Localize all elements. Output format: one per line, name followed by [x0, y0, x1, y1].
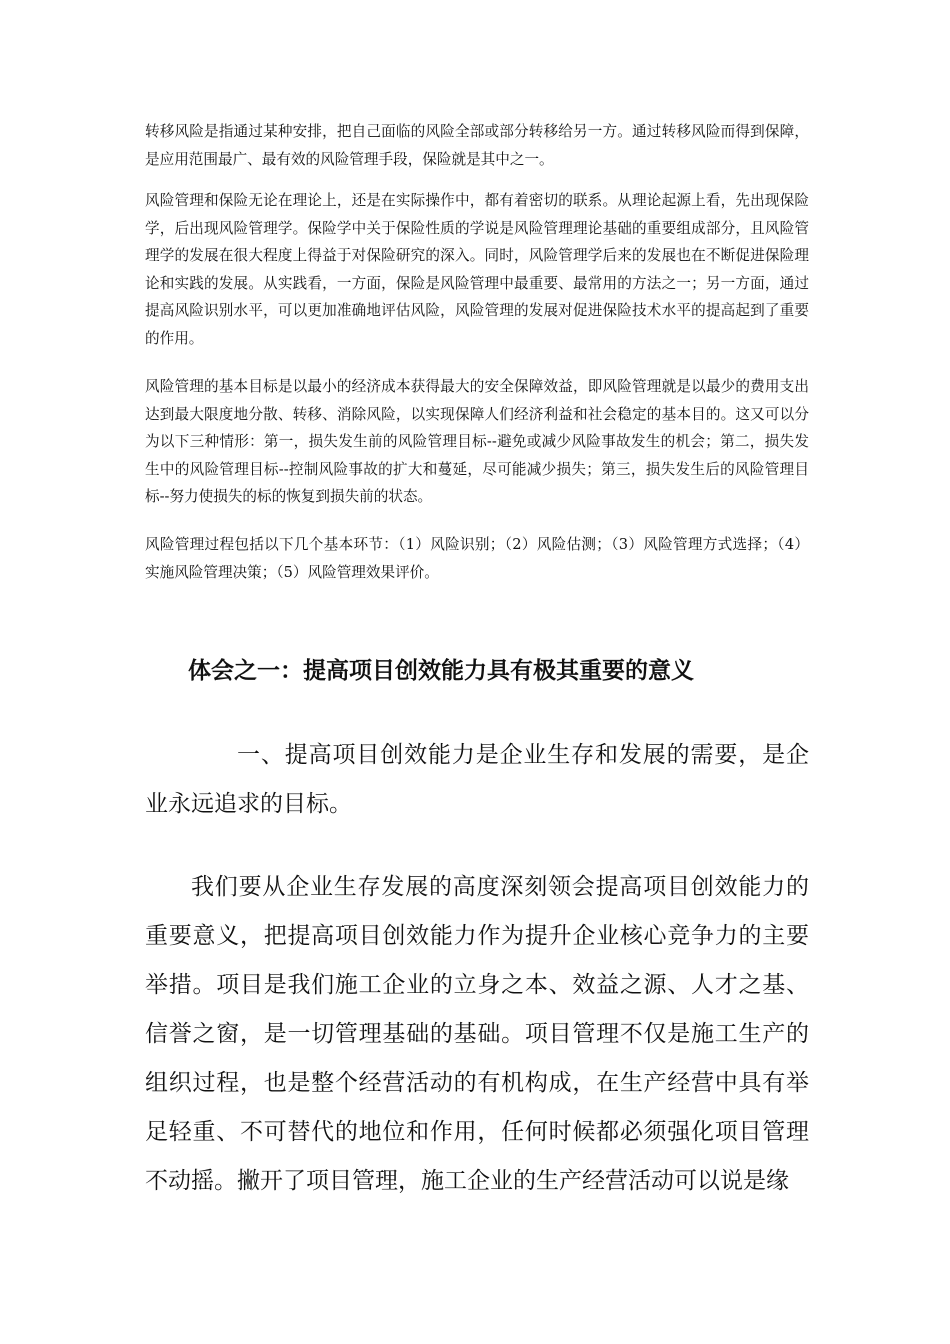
paragraph-risk-process: 风险管理过程包括以下几个基本环节：（1）风险识别；（2）风险估测；（3）风险管理方式选择；（4）实施风险管理决策；（5）风险管理效果评价。 [145, 536, 809, 581]
paragraph-risk-transfer: 转移风险是指通过某种安排，把自己面临的风险全部或部分转移给另一方。通过转移风险而得到保障，是应用范围最广、最有效的风险管理手段，保险就是其中之一。 [145, 123, 809, 168]
paragraph-risk-and-insurance: 风险管理和保险无论在理论上，还是在实际操作中，都有着密切的联系。从理论起源上看，先出现保险学，后出现风险管理学。保险学中关于保险性质的学说是风险管理理论基础的重要组成部分，且风险管理学的发展在很大程度上得益于对保险研究的深入。同时，风险管理学后来的发展也在不断促进保险理论和实践的发展。从实践看，一方面，保险是风险管理中最重要、最常用的方法之一；另一方面，通过提高风险识别水平，可以更加准确地评估风险，风险管理的发展对促进保险技术水平的提高起到了重要的作用。 [145, 192, 809, 347]
section-heading: 体会之一：提高项目创效能力具有极其重要的意义 [188, 657, 694, 684]
paragraph-risk-objectives: 风险管理的基本目标是以最小的经济成本获得最大的安全保障效益，即风险管理就是以最少的费用支出达到最大限度地分散、转移、消除风险，以实现保障人们经济利益和社会稳定的基本目的。这又可以分为以下三种情形：第一，损失发生前的风险管理目标--避免或减少风险事故发生的机会；第二，损失发生中的风险管理目标--控制风险事故的扩大和蔓延，尽可能减少损失；第三，损失发生后的风险管理目标--努力使损失的标的恢复到损失前的状态。 [145, 378, 809, 505]
subsection-heading: 一、提高项目创效能力是企业生存和发展的需要，是企业永远追求的目标。 [145, 742, 809, 817]
body-paragraph: 我们要从企业生存发展的高度深刻领会提高项目创效能力的重要意义，把提高项目创效能力作为提升企业核心竞争力的主要举措。项目是我们施工企业的立身之本、效益之源、人才之基、信誉之窗，是一切管理基础的基础。项目管理不仅是施工生产的组织过程，也是整个经营活动的有机构成，在生产经营中具有举足轻重、不可替代的地位和作用，任何时候都必须强化项目管理不动摇。撇开了项目管理，施工企业的生产经营活动可以说是缘 [145, 874, 809, 1194]
